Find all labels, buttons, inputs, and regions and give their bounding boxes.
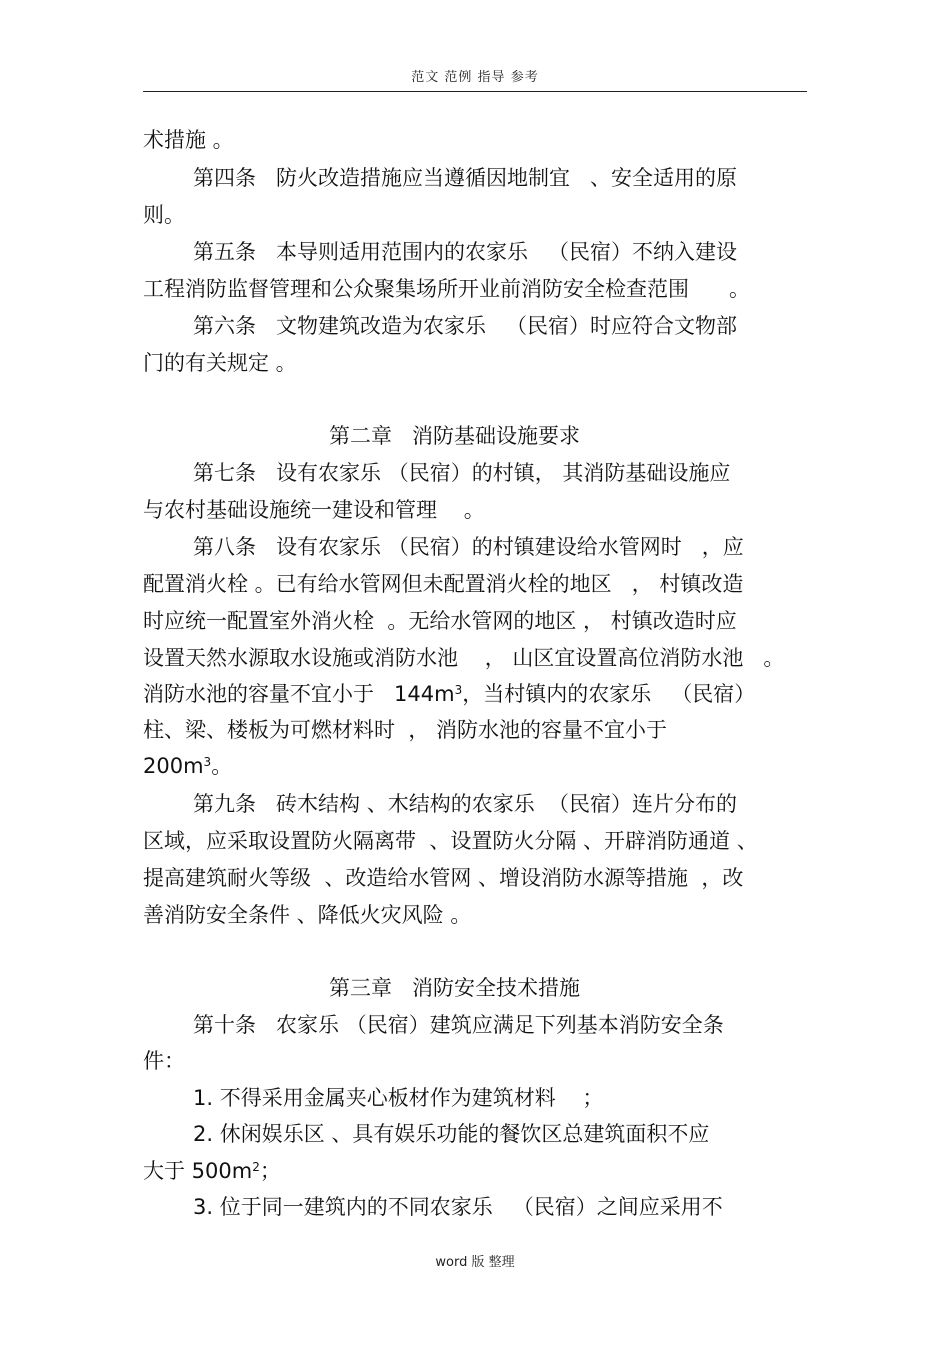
text-segment: ； xyxy=(259,1159,281,1183)
text-line: 与农村基础设施统一建设和管理 。 xyxy=(143,498,485,522)
text-line: 设置天然水源取水设施或消防水池 ， 山区宜设置高位消防水池 。 xyxy=(143,646,785,670)
superscript: 3 xyxy=(203,755,212,769)
text-line: 善消防安全条件 、降低火灾风险 。 xyxy=(143,903,472,927)
text-segment: ，当村镇内的农家乐 （民宿） xyxy=(462,682,756,706)
text-line: 提高建筑耐火等级 、改造给水管网 、增设消防水源等措施 ，改 xyxy=(143,866,744,890)
text-line xyxy=(143,1158,281,1184)
article-5: 第五条 本导则适用范围内的农家乐 （民宿）不纳入建设 xyxy=(193,240,738,264)
superscript: 2 xyxy=(252,1160,260,1174)
page-footer: word 版 整理 xyxy=(435,1255,515,1270)
text-line: 则。 xyxy=(143,203,185,227)
list-item-3: 3. 位于同一建筑内的不同农家乐 （民宿）之间应采用不 xyxy=(193,1195,723,1219)
text-line: 柱、梁、楼板为可燃材料时 ， 消防水池的容量不宜小于 xyxy=(143,718,668,742)
superscript: 3 xyxy=(454,683,463,697)
article-4: 第四条 防火改造措施应当遵循因地制宜 、安全适用的原 xyxy=(193,166,738,190)
text-line: 术措施 。 xyxy=(143,128,234,152)
text-line: 时应统一配置室外消火栓 。无给水管网的地区 ， 村镇改造时应 xyxy=(143,609,737,633)
article-10: 第十条 农家乐 （民宿）建筑应满足下列基本消防安全条 xyxy=(193,1013,724,1037)
header-rule xyxy=(143,91,807,92)
chapter-heading-2: 第二章 消防基础设施要求 xyxy=(329,424,581,448)
article-9: 第九条 砖木结构 、木结构的农家乐 （民宿）连片分布的 xyxy=(193,792,738,816)
list-item-2: 2. 休闲娱乐区 、具有娱乐功能的餐饮区总建筑面积不应 xyxy=(193,1122,710,1146)
text-segment: 大于 500m xyxy=(143,1159,253,1183)
article-6: 第六条 文物建筑改造为农家乐 （民宿）时应符合文物部 xyxy=(193,314,738,338)
text-line xyxy=(143,753,232,779)
article-7: 第七条 设有农家乐 （民宿）的村镇， 其消防基础设施应 xyxy=(193,461,731,485)
text-line: 件： xyxy=(143,1049,185,1073)
chapter-heading-3: 第三章 消防安全技术措施 xyxy=(329,976,581,1000)
list-item-1: 1. 不得采用金属夹心板材作为建筑材料 ； xyxy=(193,1086,604,1110)
text-segment: 。 xyxy=(211,754,233,778)
text-segment: 200m xyxy=(143,754,204,778)
text-line: 工程消防监督管理和公众聚集场所开业前消防安全检查范围 。 xyxy=(143,277,751,301)
text-line: 门的有关规定 。 xyxy=(143,351,297,375)
article-8: 第八条 设有农家乐 （民宿）的村镇建设给水管网时 ，应 xyxy=(193,535,744,559)
text-line: 区域，应采取设置防火隔离带 、设置防火分隔 、开辟消防通道 、 xyxy=(143,829,758,853)
text-segment: 消防水池的容量不宜小于 144m xyxy=(143,682,455,706)
text-line xyxy=(143,681,755,707)
text-line: 配置消火栓 。已有给水管网但未配置消火栓的地区 ， 村镇改造 xyxy=(143,572,744,596)
page-header: 范文 范例 指导 参考 xyxy=(411,70,539,85)
